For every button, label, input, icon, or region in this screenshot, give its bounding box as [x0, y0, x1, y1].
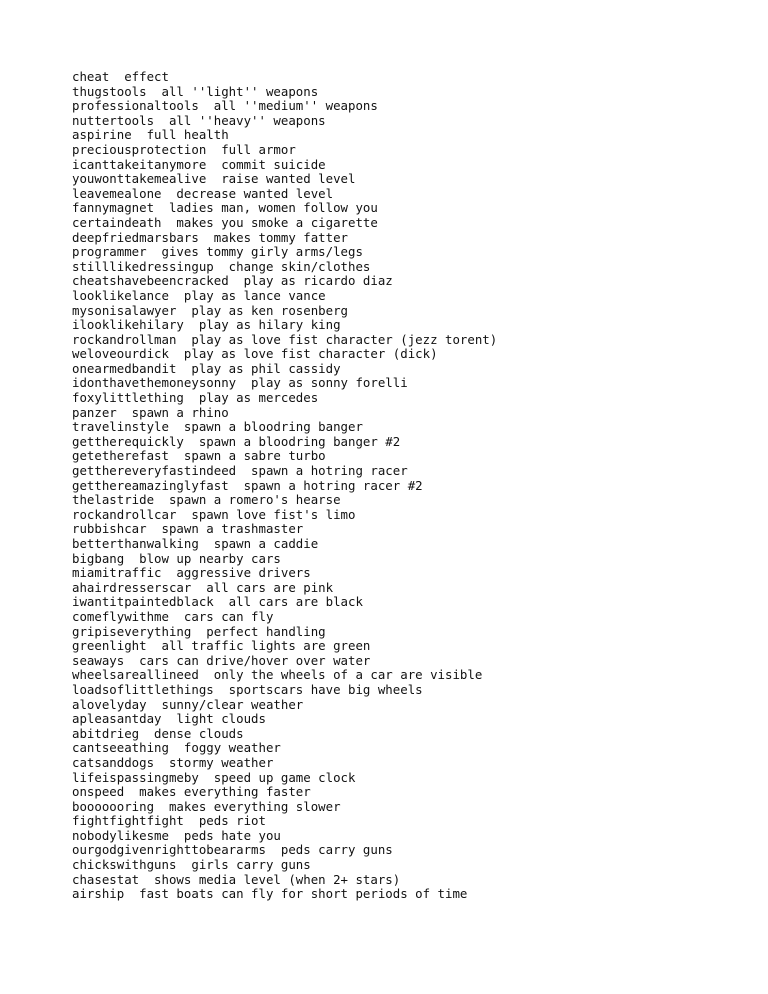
cheat-line: icanttakeitanymore commit suicide — [72, 156, 326, 172]
cheat-line: professionaltools all ''medium'' weapons — [72, 98, 378, 114]
cheat-line: fannymagnet ladies man, women follow you — [72, 200, 378, 216]
cheat-line: cantseeathing foggy weather — [72, 740, 281, 756]
cheat-line: ourgodgivenrighttobeararms peds carry guns — [72, 842, 393, 858]
cheat-line: betterthanwalking spawn a caddie — [72, 536, 319, 551]
header-line: cheat effect — [72, 69, 169, 84]
cheat-line: foxylittlething play as mercedes — [72, 390, 319, 406]
cheat-line: chasestat shows media level (when 2+ stars) — [72, 871, 401, 887]
cheat-line: chickswithguns girls carry guns — [72, 857, 311, 873]
cheat-line: stilllikedressingup change skin/clothes — [72, 258, 371, 274]
cheat-line: comeflywithme cars can fly — [72, 608, 274, 624]
cheat-line: panzer spawn a rhino — [72, 404, 229, 420]
cheat-line: fightfightfight peds riot — [72, 813, 266, 829]
cheat-line: rockandrollcar spawn love fist's limo — [72, 506, 356, 522]
cheat-line: onspeed makes everything faster — [72, 784, 311, 800]
cheat-line: iwantitpaintedblack all cars are black — [72, 594, 363, 610]
cheat-line: rubbishcar spawn a trashmaster — [72, 521, 304, 537]
cheat-line: cheatshavebeencracked play as ricardo diaz — [72, 273, 393, 289]
cheat-line: apleasantday light clouds — [72, 711, 266, 727]
cheat-line: travelinstyle spawn a bloodring banger — [72, 419, 363, 435]
cheat-line: lifeispassingmeby speed up game clock — [72, 769, 356, 785]
cheat-line: getthereveryfastindeed spawn a hotring racer — [72, 463, 408, 479]
cheat-line: programmer gives tommy girly arms/legs — [72, 244, 363, 260]
cheat-line: preciousprotection full armor — [72, 141, 296, 157]
cheat-line: nobodylikesme peds hate you — [72, 827, 281, 843]
cheat-line: rockandrollman play as love fist character (jezz torent) — [72, 331, 498, 347]
cheat-line: aspirine full health — [72, 127, 229, 143]
cheat-line: miamitraffic aggressive drivers — [72, 565, 311, 581]
cheat-line: gripiseverything perfect handling — [72, 623, 326, 639]
cheat-line: looklikelance play as lance vance — [72, 287, 326, 303]
cheat-line: catsanddogs stormy weather — [72, 754, 274, 770]
cheat-line: thugstools all ''light'' weapons — [72, 83, 319, 99]
cheat-line: getthereamazinglyfast spawn a hotring racer #2 — [72, 477, 423, 493]
cheat-line: certaindeath makes you smoke a cigarette — [72, 214, 378, 230]
cheat-line: bigbang blow up nearby cars — [72, 550, 281, 566]
cheat-line: onearmedbandit play as phil cassidy — [72, 360, 341, 376]
cheat-line: weloveourdick play as love fist character (dick) — [72, 346, 438, 362]
cheat-line: loadsoflittlethings sportscars have big wheels — [72, 681, 423, 697]
cheat-line: leavemealone decrease wanted level — [72, 185, 334, 201]
cheat-line: seaways cars can drive/hover over water — [72, 652, 371, 668]
cheat-line: booooooring makes everything slower — [72, 798, 341, 814]
cheat-list — [72, 70, 497, 902]
cheat-line: nuttertools all ''heavy'' weapons — [72, 112, 326, 128]
cheat-line: alovelyday sunny/clear weather — [72, 696, 304, 712]
cheat-line: gettherequickly spawn a bloodring banger #2 — [72, 433, 401, 449]
cheat-line: thelastride spawn a romero's hearse — [72, 492, 341, 508]
cheat-line: abitdrieg dense clouds — [72, 725, 244, 741]
cheat-line: idonthavethemoneysonny play as sonny forelli — [72, 375, 408, 391]
cheat-line: airship fast boats can fly for short periods of time — [72, 886, 468, 902]
cheat-line: getetherefast spawn a sabre turbo — [72, 448, 326, 464]
cheat-line: ilooklikehilary play as hilary king — [72, 317, 341, 333]
cheat-line: wheelsareallineed only the wheels of a car are visible — [72, 667, 483, 683]
cheat-line: mysonisalawyer play as ken rosenberg — [72, 302, 349, 318]
cheat-line: ahairdresserscar all cars are pink — [72, 579, 334, 595]
cheat-line: youwonttakemealive raise wanted level — [72, 171, 356, 187]
cheat-line: greenlight all traffic lights are green — [72, 638, 371, 654]
cheat-line: deepfriedmarsbars makes tommy fatter — [72, 229, 349, 245]
